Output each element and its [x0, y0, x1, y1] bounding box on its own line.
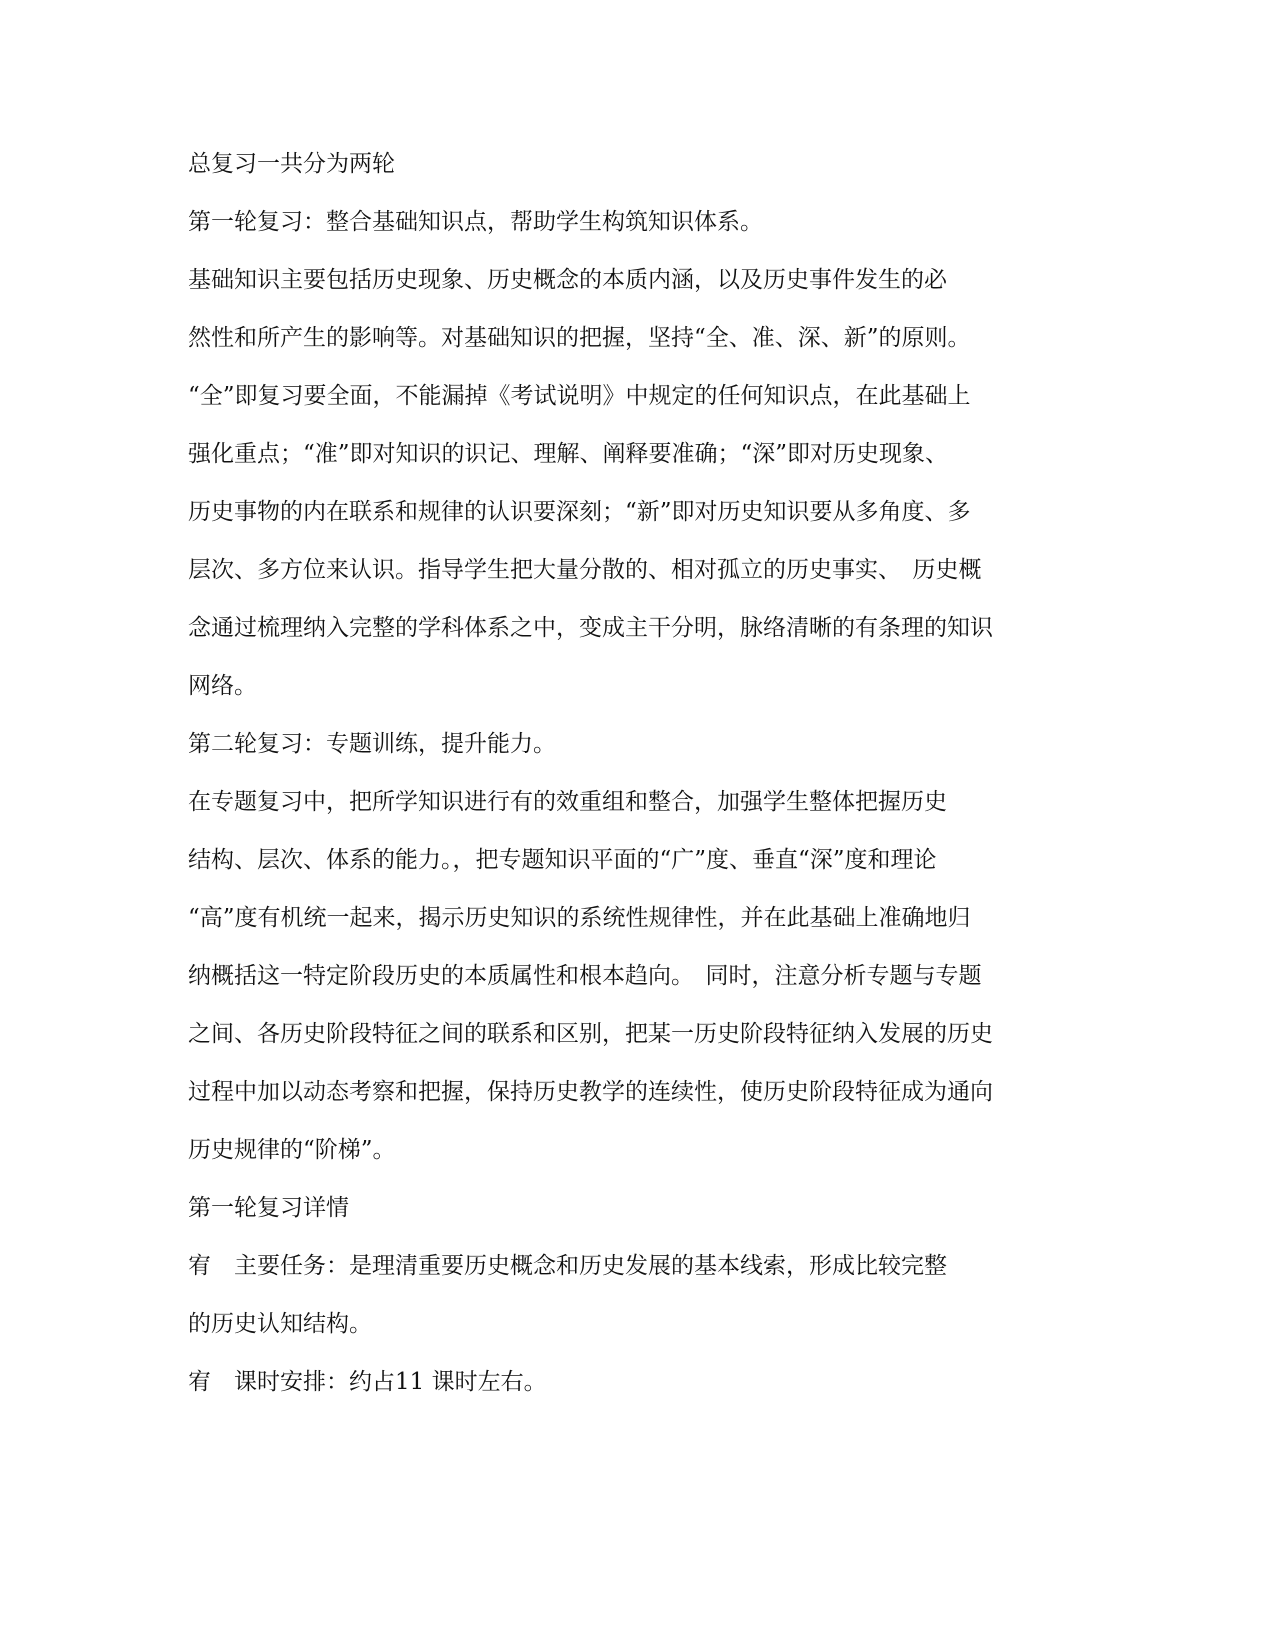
paragraph-line: “高”度有机统一起来，揭示历史知识的系统性规律性，并在此基础上准确地归	[188, 905, 971, 931]
paragraph-line: “全”即复习要全面，不能漏掉《考试说明》中规定的任何知识点，在此基础上	[188, 383, 971, 409]
paragraph-line: 结构、层次、体系的能力。，把专题知识平面的“广”度、垂直“深”度和理论	[188, 847, 937, 873]
paragraph-line: 在专题复习中，把所学知识进行有的效重组和整合，加强学生整体把握历史	[188, 789, 947, 815]
round-two-heading: 第二轮复习：专题训练，提升能力。	[188, 731, 556, 757]
paragraph-line: 然性和所产生的影响等。对基础知识的把握，坚持“全、准、深、新”的原则。	[188, 325, 971, 351]
paragraph-line: 的历史认知结构。	[188, 1311, 372, 1337]
paragraph-line: 强化重点；“准”即对知识的识记、理解、阐释要准确；“深”即对历史现象、	[188, 441, 949, 467]
paragraph-line: 纳概括这一特定阶段历史的本质属性和根本趋向。 同时，注意分析专题与专题	[188, 963, 982, 989]
paragraph-line: 基础知识主要包括历史现象、历史概念的本质内涵，以及历史事件发生的必	[188, 267, 947, 293]
round-one-details-heading: 第一轮复习详情	[188, 1195, 349, 1221]
paragraph-line: 历史事物的内在联系和规律的认识要深刻；“新”即对历史知识要从多角度、多	[188, 499, 971, 525]
paragraph-line: 过程中加以动态考察和把握，保持历史教学的连续性，使历史阶段特征成为通向	[188, 1079, 993, 1105]
paragraph-line: 历史规律的“阶梯”。	[188, 1137, 396, 1163]
paragraph-line: 之间、各历史阶段特征之间的联系和区别，把某一历史阶段特征纳入发展的历史	[188, 1021, 993, 1047]
paragraph-line: 念通过梳理纳入完整的学科体系之中，变成主干分明，脉络清晰的有条理的知识	[188, 615, 993, 641]
paragraph-line: 网络。	[188, 673, 257, 699]
paragraph-line: 层次、多方位来认识。指导学生把大量分散的、相对孤立的历史事实、 历史概	[188, 557, 982, 583]
round-one-heading: 第一轮复习：整合基础知识点，帮助学生构筑知识体系。	[188, 209, 763, 235]
summary-heading: 总复习一共分为两轮	[188, 151, 395, 177]
bullet-item-main-task: 宥 主要任务：是理清重要历史概念和历史发展的基本线索，形成比较完整	[188, 1253, 947, 1279]
bullet-item-schedule: 宥 课时安排：约占11 课时左右。	[188, 1369, 547, 1395]
